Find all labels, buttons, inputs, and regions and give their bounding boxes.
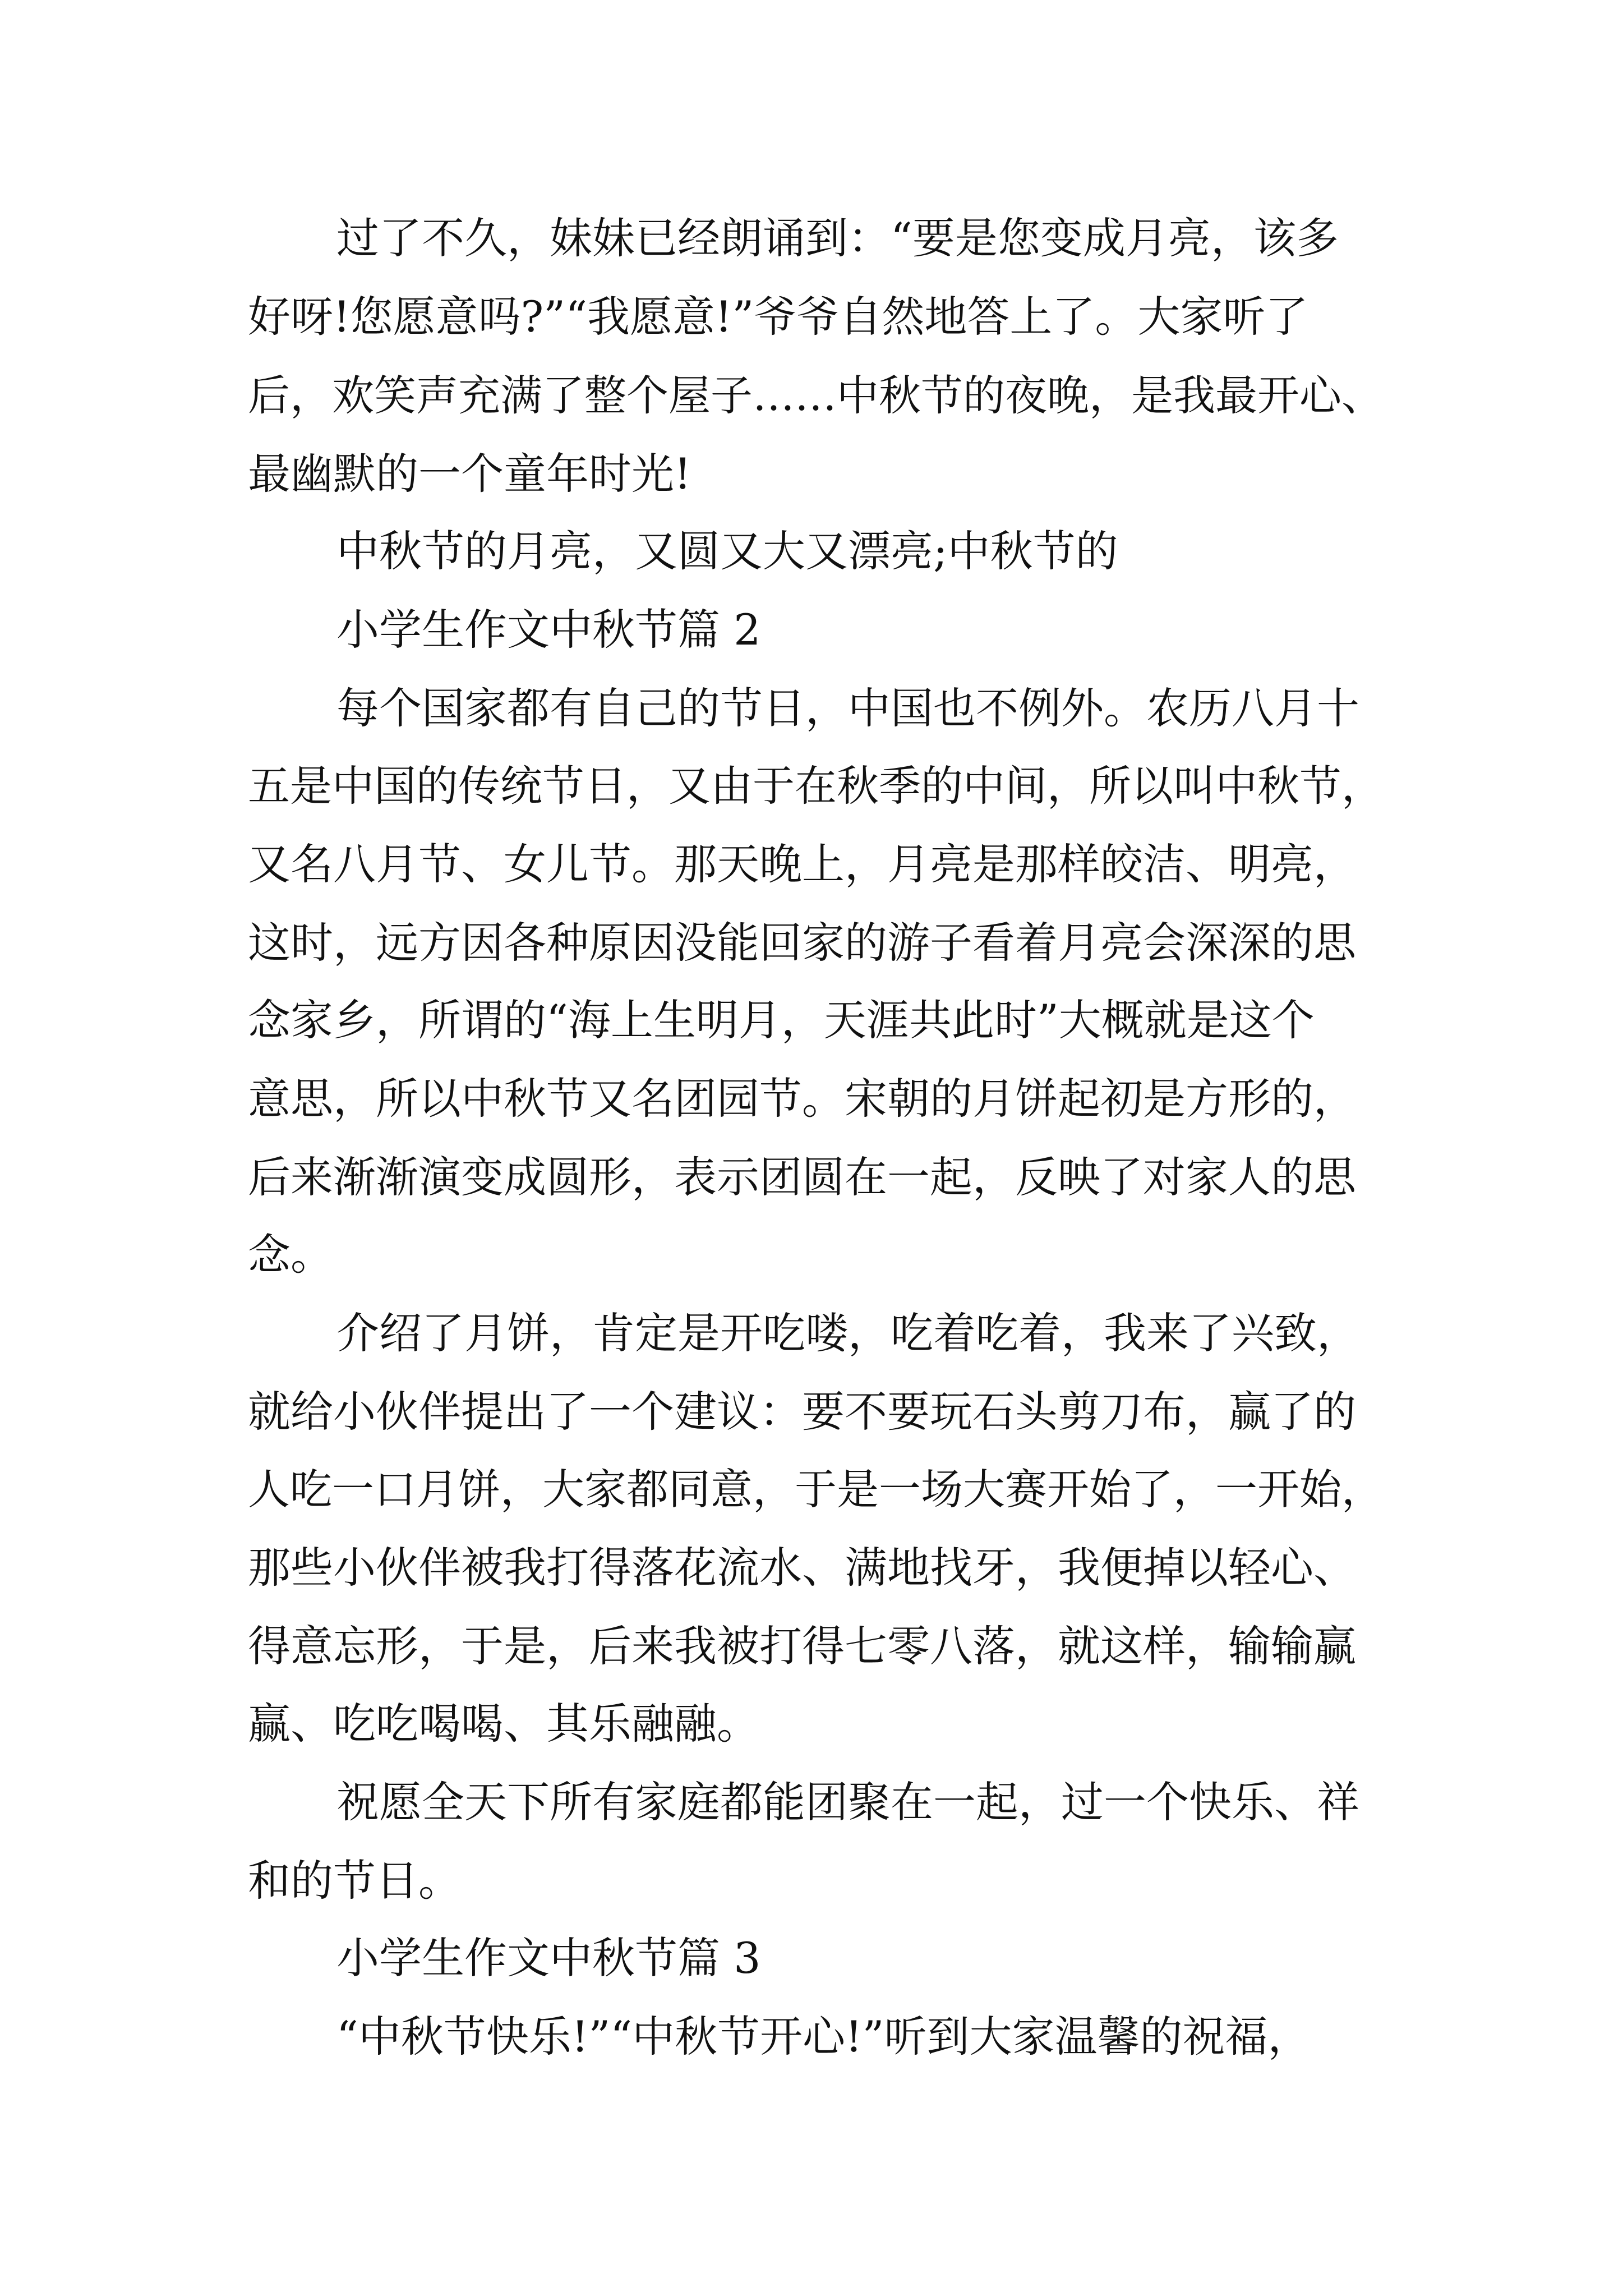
text-line: 后来渐渐演变成圆形，表示团圆在一起，反映了对家人的思	[248, 1152, 1356, 1202]
text-line: 和的节日。	[248, 1856, 461, 1906]
text-line: 最幽默的一个童年时光!	[248, 449, 691, 499]
text-line: 念家乡，所谓的“海上生明月，天涯共此时”大概就是这个	[248, 995, 1315, 1045]
text-line: 就给小伙伴提出了一个建议：要不要玩石头剪刀布，赢了的	[248, 1387, 1356, 1437]
text-line: 过了不久，妹妹已经朗诵到：“要是您变成月亮，该多	[336, 213, 1339, 263]
text-line: 中秋节的月亮，又圆又大又漂亮;中秋节的	[336, 526, 1118, 576]
text-line: 赢、吃吃喝喝、其乐融融。	[248, 1699, 759, 1749]
text-line: 好呀!您愿意吗?”“我愿意!”爷爷自然地答上了。大家听了	[248, 292, 1308, 342]
text-line: 又名八月节、女儿节。那天晚上，月亮是那样皎洁、明亮，	[248, 839, 1356, 889]
text-line: 五是中国的传统节日，又由于在秋季的中间，所以叫中秋节，	[248, 761, 1384, 811]
section-heading: 小学生作文中秋节篇 2	[336, 605, 761, 655]
text-line: 得意忘形，于是，后来我被打得七零八落，就这样，输输赢	[248, 1621, 1356, 1671]
text-line: 每个国家都有自己的节日，中国也不例外。农历八月十	[336, 683, 1359, 733]
text-line: 人吃一口月饼，大家都同意，于是一场大赛开始了，一开始，	[248, 1465, 1384, 1514]
text-line: 念。	[248, 1230, 333, 1280]
text-line: 这时，远方因各种原因没能回家的游子看着月亮会深深的思	[248, 918, 1356, 968]
text-line: 介绍了月饼，肯定是开吃喽，吃着吃着，我来了兴致，	[336, 1308, 1359, 1358]
text-line: “中秋节快乐!”“中秋节开心!”听到大家温馨的祝福，	[336, 2012, 1311, 2062]
text-line: 那些小伙伴被我打得落花流水、满地找牙，我便掉以轻心、	[248, 1543, 1356, 1593]
text-line: 后，欢笑声充满了整个屋子……中秋节的夜晚，是我最开心、	[248, 371, 1384, 420]
text-line: 祝愿全天下所有家庭都能团聚在一起，过一个快乐、祥	[336, 1777, 1359, 1827]
section-heading: 小学生作文中秋节篇 3	[336, 1933, 761, 1983]
text-line: 意思，所以中秋节又名团园节。宋朝的月饼起初是方形的，	[248, 1074, 1356, 1124]
